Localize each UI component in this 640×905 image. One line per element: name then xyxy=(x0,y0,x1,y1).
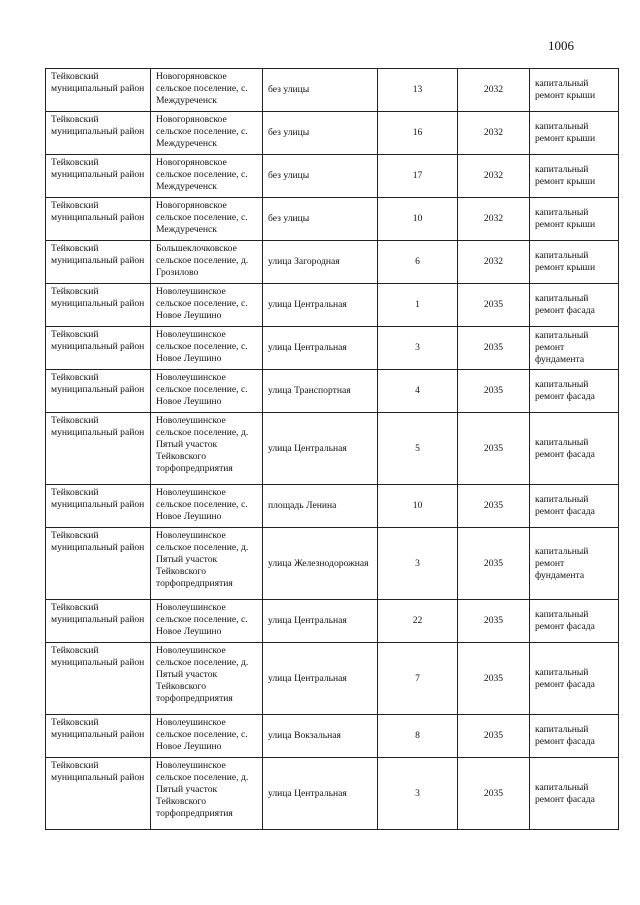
settlement-cell: Новолеушинское сельское поселение, с. Новое Леушино xyxy=(151,327,263,370)
table-row xyxy=(46,485,619,528)
district-cell: Тейковский муниципальный район xyxy=(46,69,151,112)
district-cell: Тейковский муниципальный район xyxy=(46,600,151,643)
street-cell: улица Железнодорожная xyxy=(263,528,378,600)
settlement-cell: Новолеушинское сельское поселение, д. Пятый участок Тейковского торфопредприятия xyxy=(151,528,263,600)
table-row xyxy=(46,643,619,715)
settlement-cell: Новолеушинское сельское поселение, с. Новое Леушино xyxy=(151,284,263,327)
table-row xyxy=(46,69,619,112)
street-cell: без улицы xyxy=(263,155,378,198)
year-cell: 2035 xyxy=(458,284,530,327)
house-number-cell: 16 xyxy=(378,112,458,155)
house-number-cell: 17 xyxy=(378,155,458,198)
work-type-cell: капитальный ремонт фасада xyxy=(530,758,619,830)
house-number-cell: 10 xyxy=(378,198,458,241)
district-cell: Тейковский муниципальный район xyxy=(46,643,151,715)
district-cell: Тейковский муниципальный район xyxy=(46,327,151,370)
work-type-cell: капитальный ремонт фасада xyxy=(530,643,619,715)
work-type-cell: капитальный ремонт фасада xyxy=(530,600,619,643)
year-cell: 2035 xyxy=(458,643,530,715)
district-cell: Тейковский муниципальный район xyxy=(46,715,151,758)
street-cell: улица Загородная xyxy=(263,241,378,284)
work-type-cell: капитальный ремонт фасада xyxy=(530,284,619,327)
house-number-cell: 3 xyxy=(378,528,458,600)
year-cell: 2035 xyxy=(458,715,530,758)
settlement-cell: Новолеушинское сельское поселение, д. Пятый участок Тейковского торфопредприятия xyxy=(151,643,263,715)
house-number-cell: 10 xyxy=(378,485,458,528)
house-number-cell: 5 xyxy=(378,413,458,485)
settlement-cell: Новогоряновское сельское поселение, с. Междуреченск xyxy=(151,155,263,198)
district-cell: Тейковский муниципальный район xyxy=(46,370,151,413)
year-cell: 2032 xyxy=(458,155,530,198)
table-row xyxy=(46,528,619,600)
street-cell: площадь Ленина xyxy=(263,485,378,528)
district-cell: Тейковский муниципальный район xyxy=(46,198,151,241)
work-type-cell: капитальный ремонт крыши xyxy=(530,69,619,112)
table-row xyxy=(46,370,619,413)
year-cell: 2035 xyxy=(458,413,530,485)
table-row xyxy=(46,758,619,830)
year-cell: 2035 xyxy=(458,485,530,528)
house-number-cell: 1 xyxy=(378,284,458,327)
page-number: 1006 xyxy=(548,38,574,53)
work-type-cell: капитальный ремонт фундамента xyxy=(530,327,619,370)
house-number-cell: 4 xyxy=(378,370,458,413)
repair-schedule-table xyxy=(45,68,619,830)
district-cell: Тейковский муниципальный район xyxy=(46,528,151,600)
year-cell: 2035 xyxy=(458,758,530,830)
street-cell: улица Центральная xyxy=(263,413,378,485)
settlement-cell: Большеклочковское сельское поселение, д. Грозилово xyxy=(151,241,263,284)
year-cell: 2032 xyxy=(458,69,530,112)
work-type-cell: капитальный ремонт фундамента xyxy=(530,528,619,600)
settlement-cell: Новолеушинское сельское поселение, с. Новое Леушино xyxy=(151,370,263,413)
work-type-cell: капитальный ремонт фасада xyxy=(530,715,619,758)
year-cell: 2035 xyxy=(458,370,530,413)
settlement-cell: Новолеушинское сельское поселение, с. Новое Леушино xyxy=(151,485,263,528)
table-row xyxy=(46,112,619,155)
street-cell: улица Транспортная xyxy=(263,370,378,413)
year-cell: 2032 xyxy=(458,241,530,284)
settlement-cell: Новогоряновское сельское поселение, с. Междуреченск xyxy=(151,198,263,241)
table-row xyxy=(46,413,619,485)
work-type-cell: капитальный ремонт фасада xyxy=(530,485,619,528)
year-cell: 2035 xyxy=(458,600,530,643)
table-row xyxy=(46,155,619,198)
settlement-cell: Новолеушинское сельское поселение, с. Новое Леушино xyxy=(151,600,263,643)
work-type-cell: капитальный ремонт крыши xyxy=(530,241,619,284)
street-cell: без улицы xyxy=(263,198,378,241)
settlement-cell: Новогоряновское сельское поселение, с. Междуреченск xyxy=(151,112,263,155)
work-type-cell: капитальный ремонт крыши xyxy=(530,155,619,198)
district-cell: Тейковский муниципальный район xyxy=(46,112,151,155)
table-row xyxy=(46,327,619,370)
district-cell: Тейковский муниципальный район xyxy=(46,485,151,528)
table-row xyxy=(46,284,619,327)
house-number-cell: 13 xyxy=(378,69,458,112)
street-cell: улица Центральная xyxy=(263,643,378,715)
house-number-cell: 22 xyxy=(378,600,458,643)
house-number-cell: 6 xyxy=(378,241,458,284)
year-cell: 2032 xyxy=(458,198,530,241)
year-cell: 2035 xyxy=(458,327,530,370)
house-number-cell: 7 xyxy=(378,643,458,715)
district-cell: Тейковский муниципальный район xyxy=(46,241,151,284)
house-number-cell: 3 xyxy=(378,758,458,830)
street-cell: улица Центральная xyxy=(263,600,378,643)
street-cell: улица Центральная xyxy=(263,327,378,370)
street-cell: без улицы xyxy=(263,112,378,155)
district-cell: Тейковский муниципальный район xyxy=(46,758,151,830)
house-number-cell: 3 xyxy=(378,327,458,370)
house-number-cell: 8 xyxy=(378,715,458,758)
settlement-cell: Новолеушинское сельское поселение, д. Пятый участок Тейковского торфопредприятия xyxy=(151,413,263,485)
settlement-cell: Новолеушинское сельское поселение, с. Новое Леушино xyxy=(151,715,263,758)
street-cell: улица Вокзальная xyxy=(263,715,378,758)
street-cell: улица Центральная xyxy=(263,284,378,327)
table-row xyxy=(46,241,619,284)
street-cell: улица Центральная xyxy=(263,758,378,830)
work-type-cell: капитальный ремонт фасада xyxy=(530,413,619,485)
work-type-cell: капитальный ремонт крыши xyxy=(530,198,619,241)
district-cell: Тейковский муниципальный район xyxy=(46,155,151,198)
year-cell: 2035 xyxy=(458,528,530,600)
table-row xyxy=(46,600,619,643)
district-cell: Тейковский муниципальный район xyxy=(46,284,151,327)
table-body xyxy=(46,69,619,830)
year-cell: 2032 xyxy=(458,112,530,155)
settlement-cell: Новогоряновское сельское поселение, с. Междуреченск xyxy=(151,69,263,112)
district-cell: Тейковский муниципальный район xyxy=(46,413,151,485)
table-row xyxy=(46,715,619,758)
work-type-cell: капитальный ремонт фасада xyxy=(530,370,619,413)
settlement-cell: Новолеушинское сельское поселение, д. Пятый участок Тейковского торфопредприятия xyxy=(151,758,263,830)
work-type-cell: капитальный ремонт крыши xyxy=(530,112,619,155)
street-cell: без улицы xyxy=(263,69,378,112)
table-row xyxy=(46,198,619,241)
